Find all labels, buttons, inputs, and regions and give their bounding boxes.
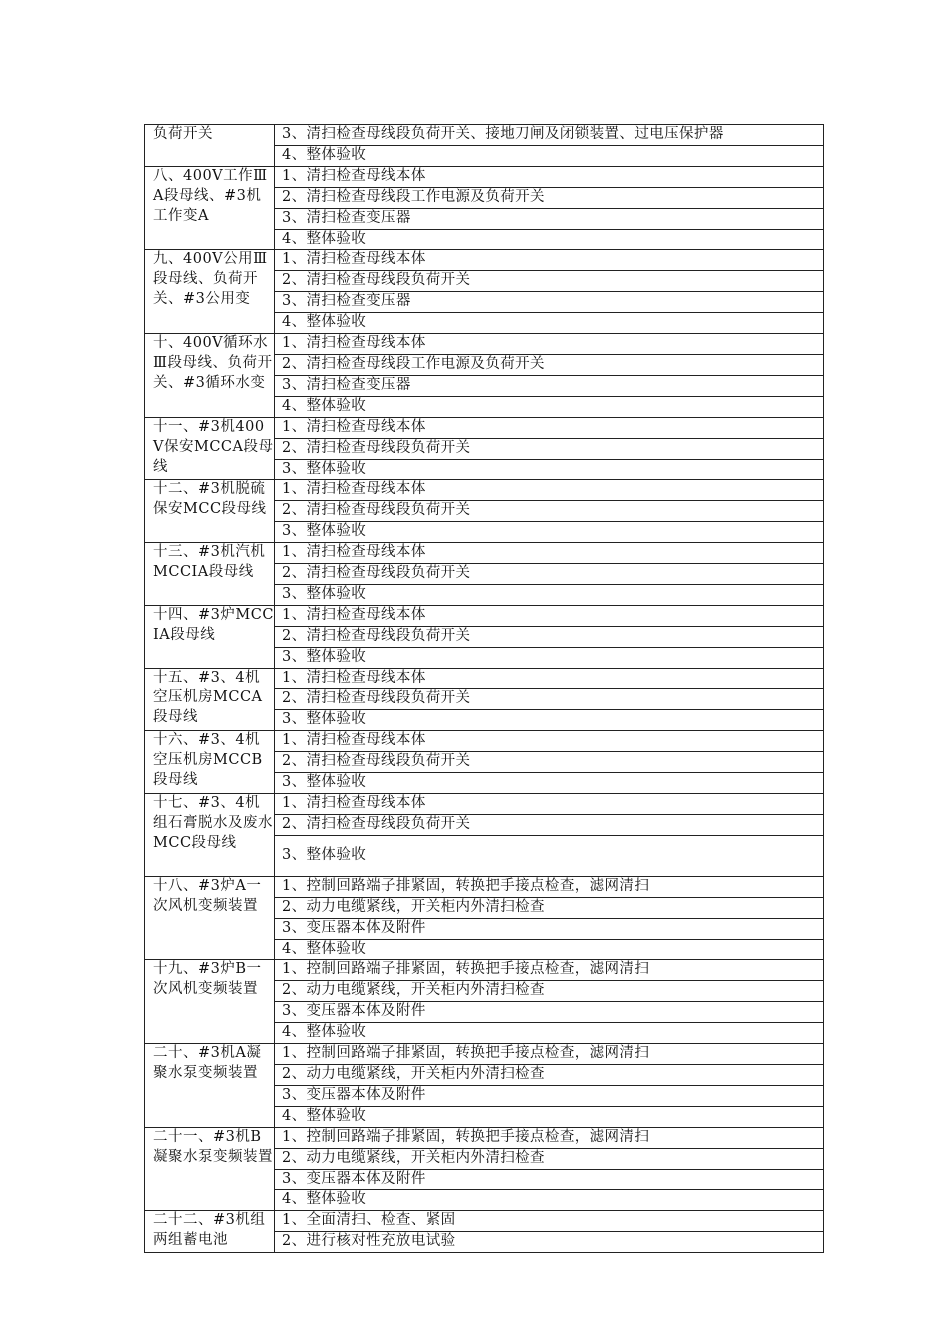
step-cell: 3、变压器本体及附件 (275, 1002, 824, 1023)
step-cell: 3、整体验收 (275, 835, 824, 876)
table-body (145, 125, 824, 1253)
step-cell: 2、动力电缆紧线，开关柜内外清扫检查 (275, 981, 824, 1002)
step-cell: 3、清扫检查变压器 (275, 292, 824, 313)
step-cell: 1、控制回路端子排紧固，转换把手接点检查，滤网清扫 (275, 1044, 824, 1065)
step-cell: 2、清扫检查母线段负荷开关 (275, 689, 824, 710)
item-name-cell: 二十一、#3机B凝聚水泵变频装置 (145, 1127, 275, 1211)
step-cell: 2、动力电缆紧线，开关柜内外清扫检查 (275, 1064, 824, 1085)
step-cell: 2、清扫检查母线段负荷开关 (275, 438, 824, 459)
step-cell: 1、清扫检查母线本体 (275, 668, 824, 689)
step-cell: 3、清扫检查母线段负荷开关、接地刀闸及闭锁装置、过电压保护器 (275, 125, 824, 146)
step-cell: 1、清扫检查母线本体 (275, 794, 824, 815)
item-name-cell: 十一、#3机400V保安MCCA段母线 (145, 417, 275, 480)
table-row (145, 1044, 824, 1065)
table-row (145, 1127, 824, 1148)
table-row (145, 605, 824, 626)
step-cell: 4、整体验收 (275, 396, 824, 417)
step-cell: 2、清扫检查母线段工作电源及负荷开关 (275, 354, 824, 375)
step-cell: 4、整体验收 (275, 939, 824, 960)
table-row (145, 876, 824, 897)
step-cell: 1、清扫检查母线本体 (275, 605, 824, 626)
step-cell: 1、控制回路端子排紧固，转换把手接点检查，滤网清扫 (275, 1127, 824, 1148)
step-cell: 3、整体验收 (275, 647, 824, 668)
step-cell: 1、清扫检查母线本体 (275, 731, 824, 752)
table-row (145, 731, 824, 752)
step-cell: 4、整体验收 (275, 229, 824, 250)
step-cell: 1、清扫检查母线本体 (275, 334, 824, 355)
item-name-cell: 负荷开关 (145, 125, 275, 167)
table-row (145, 166, 824, 187)
table-row (145, 794, 824, 815)
table-row (145, 543, 824, 564)
step-cell: 3、整体验收 (275, 522, 824, 543)
step-cell: 4、整体验收 (275, 145, 824, 166)
step-cell: 1、清扫检查母线本体 (275, 417, 824, 438)
item-name-cell: 二十二、#3机组两组蓄电池 (145, 1211, 275, 1253)
item-name-cell: 十九、#3炉B一次风机变频装置 (145, 960, 275, 1044)
step-cell: 2、清扫检查母线段负荷开关 (275, 271, 824, 292)
table-row (145, 1211, 824, 1232)
table-row (145, 250, 824, 271)
step-cell: 3、整体验收 (275, 459, 824, 480)
step-cell: 2、清扫检查母线段工作电源及负荷开关 (275, 187, 824, 208)
table-row (145, 417, 824, 438)
step-cell: 1、控制回路端子排紧固，转换把手接点检查，滤网清扫 (275, 960, 824, 981)
step-cell: 2、清扫检查母线段负荷开关 (275, 752, 824, 773)
item-name-cell: 十四、#3炉MCCIA段母线 (145, 605, 275, 668)
step-cell: 1、清扫检查母线本体 (275, 250, 824, 271)
table-row (145, 334, 824, 355)
step-cell: 2、清扫检查母线段负荷开关 (275, 501, 824, 522)
item-name-cell: 八、400V工作ⅢA段母线、#3机工作变A (145, 166, 275, 250)
step-cell: 2、清扫检查母线段负荷开关 (275, 564, 824, 585)
step-cell: 2、动力电缆紧线，开关柜内外清扫检查 (275, 897, 824, 918)
step-cell: 3、变压器本体及附件 (275, 918, 824, 939)
item-name-cell: 二十、#3机A凝聚水泵变频装置 (145, 1044, 275, 1128)
step-cell: 2、清扫检查母线段负荷开关 (275, 626, 824, 647)
table-row (145, 480, 824, 501)
step-cell: 4、整体验收 (275, 1106, 824, 1127)
step-cell: 1、全面清扫、检查、紧固 (275, 1211, 824, 1232)
step-cell: 4、整体验收 (275, 1190, 824, 1211)
table-row (145, 960, 824, 981)
item-name-cell: 十六、#3、4机空压机房MCCB段母线 (145, 731, 275, 794)
step-cell: 2、清扫检查母线段负荷开关 (275, 814, 824, 835)
table-row (145, 125, 824, 146)
step-cell: 3、变压器本体及附件 (275, 1169, 824, 1190)
step-cell: 3、整体验收 (275, 584, 824, 605)
step-cell: 1、清扫检查母线本体 (275, 480, 824, 501)
step-cell: 1、清扫检查母线本体 (275, 166, 824, 187)
item-name-cell: 十五、#3、4机空压机房MCCA段母线 (145, 668, 275, 731)
item-name-cell: 十二、#3机脱硫保安MCC段母线 (145, 480, 275, 543)
step-cell: 3、清扫检查变压器 (275, 375, 824, 396)
step-cell: 2、进行核对性充放电试验 (275, 1232, 824, 1253)
maintenance-table (144, 124, 824, 1253)
step-cell: 3、变压器本体及附件 (275, 1085, 824, 1106)
step-cell: 4、整体验收 (275, 313, 824, 334)
item-name-cell: 十、400V循环水Ⅲ段母线、负荷开关、#3循环水变 (145, 334, 275, 418)
step-cell: 3、整体验收 (275, 773, 824, 794)
step-cell: 1、清扫检查母线本体 (275, 543, 824, 564)
item-name-cell: 九、400V公用Ⅲ段母线、负荷开关、#3公用变 (145, 250, 275, 334)
step-cell: 3、整体验收 (275, 710, 824, 731)
step-cell: 3、清扫检查变压器 (275, 208, 824, 229)
table-row (145, 668, 824, 689)
step-cell: 4、整体验收 (275, 1023, 824, 1044)
item-name-cell: 十八、#3炉A一次风机变频装置 (145, 876, 275, 960)
step-cell: 2、动力电缆紧线，开关柜内外清扫检查 (275, 1148, 824, 1169)
item-name-cell: 十三、#3机汽机MCCⅠA段母线 (145, 543, 275, 606)
item-name-cell: 十七、#3、4机组石膏脱水及废水MCC段母线 (145, 794, 275, 877)
step-cell: 1、控制回路端子排紧固，转换把手接点检查，滤网清扫 (275, 876, 824, 897)
